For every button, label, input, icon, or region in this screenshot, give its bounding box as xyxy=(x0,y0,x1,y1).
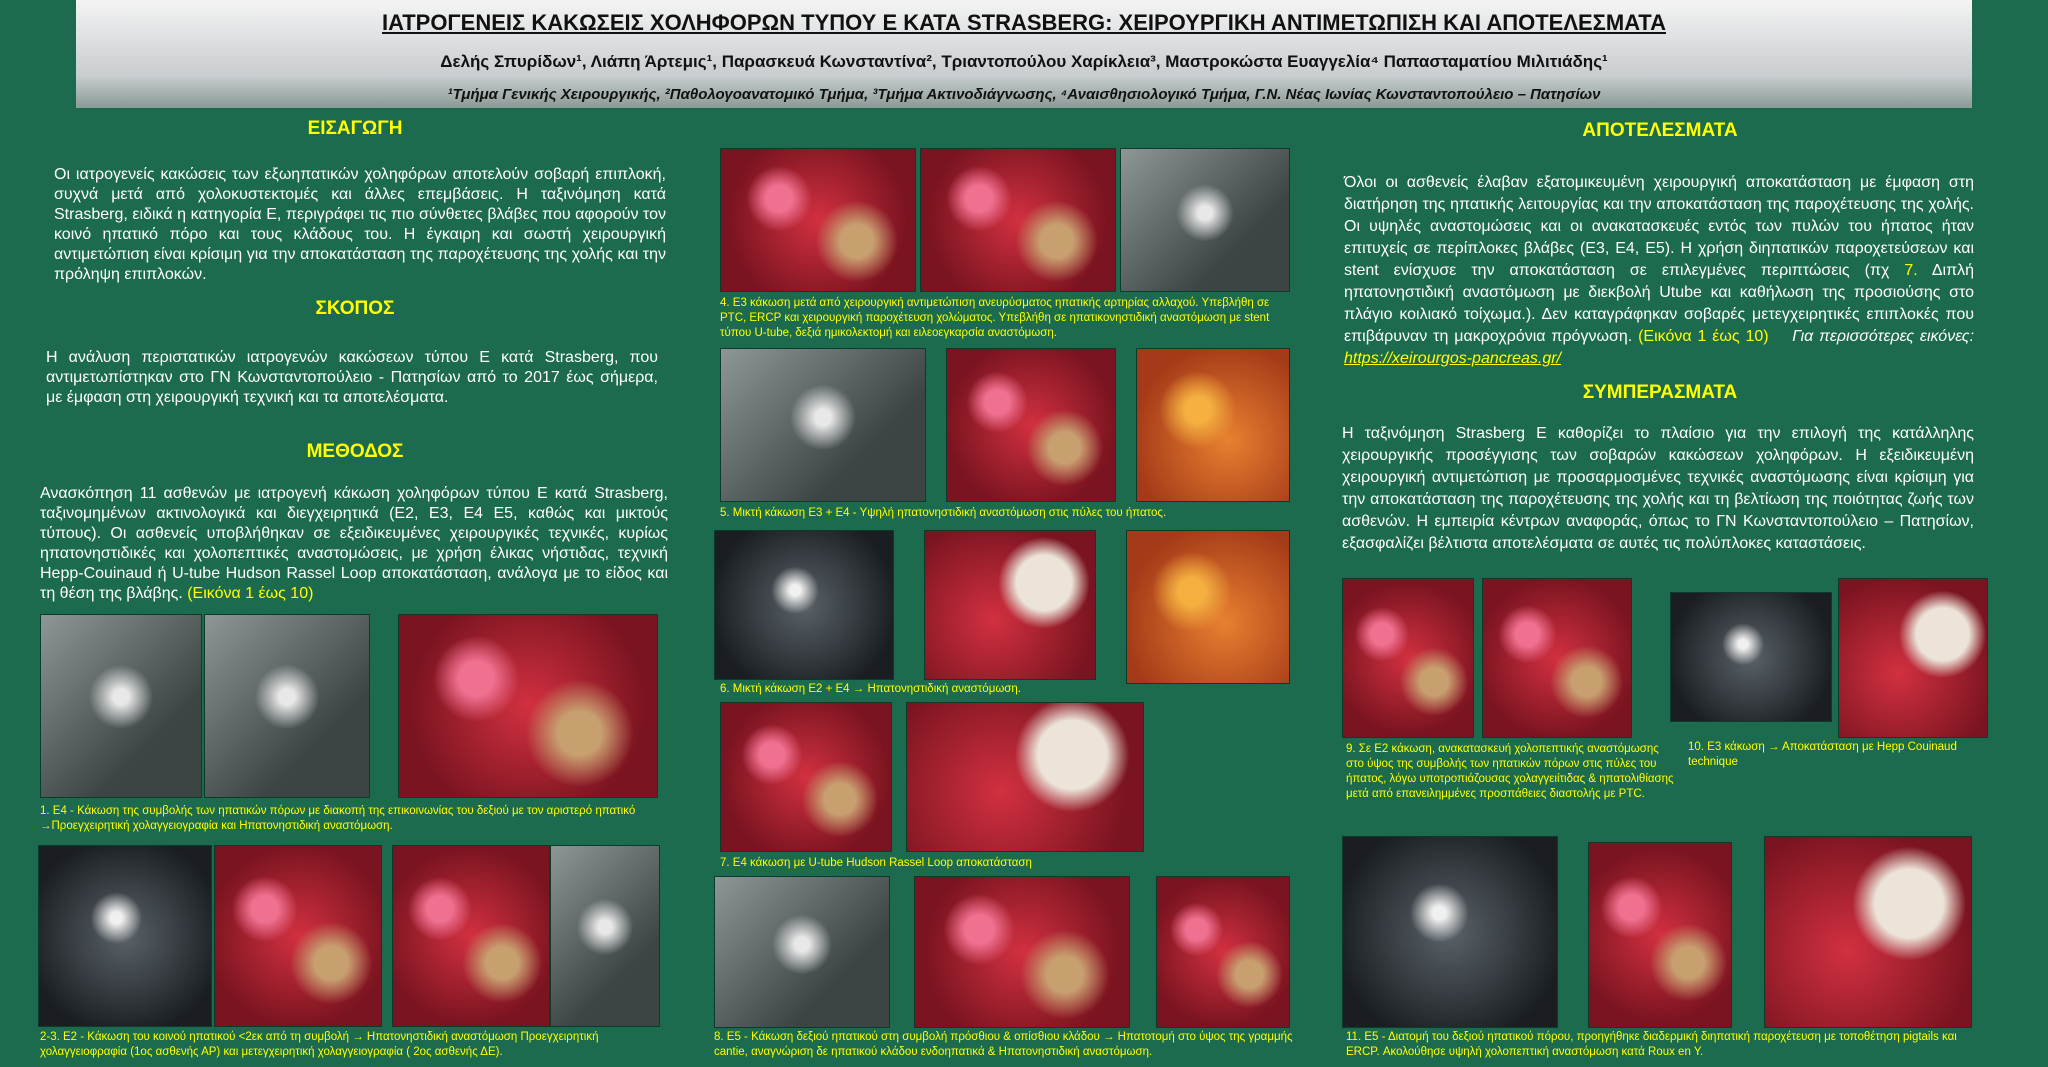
results-more-link[interactable]: https://xeirourgos-pancreas.gr/ xyxy=(1344,350,1561,367)
caption-figure-8: 8. Ε5 - Κάκωση δεξιού ηπατικού στη συμβολή πρόσθιου & οπίσθιου κλάδου → Ηπατοτομή στο ύψος της γραμμής cantie, αναγνώριση δε ηπατικού κλάδου ενδοηπατικά & Ηπατονηστιδική αναστόμωση. xyxy=(714,1031,1293,1058)
figure-2-cholangiogram xyxy=(38,845,212,1027)
figure-11-photo-a xyxy=(1588,842,1732,1028)
methods-body: Ανασκόπηση 11 ασθενών με ιατρογενή κάκωση χοληφόρων τύπου Ε κατά Strasberg, ταξινομημένων ακτινολογικά και διεγχειρητικά (Ε2, Ε3, Ε4 Ε5, καθώς και μικτούς τύπους). Οι ασθενείς υποβλήθηκαν σε εξειδικευμένες χειρουργικές τεχνικές, κυρίως ηπατονηστιδικές και χολοπεπτικές αναστομώσεις, με χρήση έλικας νήστιδας, τεχνική Hepp-Couinaud ή U-tube Hudson Rassel Loop αποκατάσταση, ανάλογα με το είδος και τη θέση της βλάβης. xyxy=(40,485,668,602)
caption-figure-1: 1. Ε4 - Κάκωση της συμβολής των ηπατικών πόρων με διακοπή της επικοινωνίας του δεξιού με τον αριστερό ηπατικό →Προεγχειρητική χολαγγειογραφία και Ηπατονηστιδική αναστόμωση. xyxy=(40,805,636,832)
figure-8-photo-a xyxy=(914,876,1130,1028)
caption-figure-10: 10. Ε3 κάκωση → Αποκατάσταση με Hepp Couinaud technique xyxy=(1688,741,1957,768)
figure-5-photo-a xyxy=(946,348,1116,502)
methods-text xyxy=(40,484,668,604)
figure-11-photo-b xyxy=(1764,836,1972,1028)
poster-title: ΙΑΤΡΟΓΕΝΕΙΣ ΚΑΚΩΣΕΙΣ ΧΟΛΗΦΟΡΩΝ ΤΥΠΟΥ Ε ΚΑΤΑ STRASBERG: ΧΕΙΡΟΥΡΓΙΚΗ ΑΝΤΙΜΕΤΩΠΙΣΗ ΚΑΙ ΑΠΟΤΕΛΕΣΜΑΤΑ xyxy=(382,10,1666,35)
authors-line: Δελής Σπυρίδων¹, Λιάπη Άρτεμις¹, Παρασκευά Κωνσταντίνα², Τριαντοπούλου Χαρίκλεια³, Μαστροκώστα Ευαγγελία⁴ Παπασταματίου Μιλιτιάδης¹ xyxy=(440,52,1608,71)
figure-3-cholangiogram xyxy=(550,845,660,1027)
results-more-label: Για περισσότερες εικόνες: xyxy=(1792,328,1975,345)
intro-heading: ΕΙΣΑΓΩΓΗ xyxy=(307,118,403,139)
figure-8-photo-b xyxy=(1156,876,1290,1028)
caption-figure-2-3: 2-3. Ε2 - Κάκωση του κοινού ηπατικού <2εκ από τη συμβολή → Ηπατονηστιδική αναστόμωση Προεγχειρητική χολαγγειοφραφία (1ος ασθενής ΑΡ) και μετεγχειρητική χολαγγειογραφία ( 2ος ασθενής ΔΕ). xyxy=(40,1031,599,1058)
caption-figure-11: 11. Ε5 - Διατομή του δεξιού ηπατικού πόρου, προηγήθηκε διαδερμική διηπατική παροχέτευση με τοποθέτηση pigtails και ERCP. Ακολούθησε υψηλή χολοπεπτική αναστόμωση κατά Roux en Y. xyxy=(1346,1031,1957,1058)
figure-4-photo-a xyxy=(720,148,916,292)
caption-figure-6: 6. Μικτή κάκωση Ε2 + Ε4 → Ηπατονηστιδική αναστόμωση. xyxy=(720,683,1021,695)
methods-figure-ref: (Εικόνα 1 έως 10) xyxy=(187,585,314,602)
figure-1-surgery-photo xyxy=(398,614,658,798)
affiliations-line: ¹Τμήμα Γενικής Χειρουργικής, ²Παθολογοανατομικό Τμήμα, ³Τμήμα Ακτινοδιάγνωσης, ⁴Αναισθησιολογικό Τμήμα, Γ.Ν. Νέας Ιωνίας Κωνσταντοπούλειο – Πατησίων xyxy=(447,86,1601,103)
figure-2-surgery-photo xyxy=(214,845,382,1027)
intro-text: Οι ιατρογενείς κακώσεις των εξωηπατικών χοληφόρων αποτελούν σοβαρή επιπλοκή, συχνά μετά από χολοκυστεκτομές και άλλες επεμβάσεις. Η ταξινόμηση κατά Strasberg, ειδικά η κατηγορία Ε, περιγράφει τις πιο σύνθετες βλάβες που αφορούν τον κοινό ηπατικό πόρο και τους κλάδους του. Η έγκαιρη και σωστή χειρουργική αντιμετώπιση είναι κρίσιμη για την αποκατάσταση της παροχέτευσης της χολής και την πρόληψη επιπλοκών. xyxy=(54,166,666,283)
conclusions-text: Η ταξινόμηση Strasberg E καθορίζει το πλαίσιο για την επιλογή της κατάλληλης χειρουργικής προσέγγισης των σοβαρών κακώσεων χοληφόρων. Η εξειδικευμένη χειρουργική αντιμετώπιση με προσαρμοσμένες τεχνικές αναστόμωσης είναι κρίσιμη για την αποκατάσταση της παροχέτευσης της χολής και τη βελτίωση της ποιότητας ζωής των ασθενών. Η εμπειρία κέντρων αναφοράς, όπως το ΓΝ Κωνσταντοπούλειο – Πατησίων, εξασφαλίζει βέλτιστα αποτελέσματα σε αυτές τις πολύπλοκες καταστάσεις. xyxy=(1342,425,1974,552)
figure-7-photo-b xyxy=(906,702,1144,852)
figure-10-cholangiogram xyxy=(1670,592,1832,722)
figure-6-photo-a xyxy=(924,530,1096,680)
results-text xyxy=(1344,172,1974,370)
caption-figure-9: 9. Σε Ε2 κάκωση, ανακατασκευή χολοπεπτικής αναστόμωσης στο ύψος της συμβολής των ηπατικών πόρων στις πύλες του ήπατος, λόγω υποτροπιάζουσας χολαγγειίτιδας & ηπατολιθίασης μετά από επανειλημμένες προσπάθειες διαστολής με PTC. xyxy=(1346,743,1674,800)
results-ref-number: 7. xyxy=(1904,262,1918,279)
figure-9-photo-a xyxy=(1342,578,1474,738)
caption-figure-5: 5. Μικτή κάκωση Ε3 + Ε4 - Υψηλή ηπατονηστιδική αναστόμωση στις πύλες του ήπατος. xyxy=(720,507,1167,519)
figure-5-cholangiogram xyxy=(720,348,926,502)
figure-8-cholangiogram xyxy=(714,876,890,1028)
caption-figure-4: 4. Ε3 κάκωση μετά από χειρουργική αντιμετώπιση ανευρύσματος ηπατικής αρτηρίας αλλαχού. Υπεβλήθη σε PTC, ERCP και χειρουργική παροχέτευση χολώματος. Υπεβλήθη σε ηπατικονηστιδική αναστόμωση με stent τύπου U-tube, δεξιά ημικολεκτομή και ειλεοεγκαρσία αναστόμωση. xyxy=(720,297,1270,339)
figure-9-photo-b xyxy=(1482,578,1632,738)
figure-6-photo-b xyxy=(1126,530,1290,684)
caption-figure-7: 7. Ε4 κάκωση με U-tube Hudson Rassel Loop αποκατάσταση xyxy=(720,857,1032,869)
aim-text: Η ανάλυση περιστατικών ιατρογενών κακώσεων τύπου Ε κατά Strasberg, που αντιμετωπίστηκαν στο ΓΝ Κωνσταντοπούλειο - Πατησίων από το 2017 έως σήμερα, με έμφαση στη χειρουργική τεχνική και τα αποτελέσματα. xyxy=(46,349,658,406)
figure-5-photo-b xyxy=(1136,348,1290,502)
results-body-2: Διπλή ηπατονηστιδική αναστόμωση με διεκβολή Utube και καθήλωση της προσιούσης στο πλάγιο κοιλιακό τοίχωμα.). Δεν καταγράφηκαν σοβαρές μετεγχειρητικές επιπλοκές που επιβάρυναν τη μακροχρόνια πρόγνωση. xyxy=(1344,262,1975,345)
results-heading: ΑΠΟΤΕΛΕΣΜΑΤΑ xyxy=(1582,120,1738,141)
results-body-1: Όλοι οι ασθενείς έλαβαν εξατομικευμένη χειρουργική αποκατάσταση με έμφαση στη διατήρηση της ηπατικής λειτουργίας και την αποκατάσταση της παροχέτευσης της χολής. Οι υψηλές αναστομώσεις και οι ανακατασκευές εντός των πυλών του ήπατος ήταν επιτυχείς σε περίπλοκες βλάβες (Ε3, Ε4, Ε5). Η χρήση διηπατικών παροχετεύσεων και stent ενίσχυσε την αποκατάσταση σε επιλεγμένες περιπτώσεις (πχ xyxy=(1344,174,1974,279)
figure-10-photo xyxy=(1838,578,1988,738)
figure-3-surgery-photo xyxy=(392,845,550,1027)
figure-6-cholangiogram xyxy=(714,530,894,680)
aim-heading: ΣΚΟΠΟΣ xyxy=(315,298,395,319)
figure-7-photo-a xyxy=(720,702,892,852)
methods-heading: ΜΕΘΟΔΟΣ xyxy=(306,441,404,462)
figure-4-cholangiogram xyxy=(1120,148,1290,292)
conclusions-heading: ΣΥΜΠΕΡΑΣΜΑΤΑ xyxy=(1582,382,1738,403)
figure-1-cholangiogram-b xyxy=(204,614,370,798)
results-figure-ref: (Εικόνα 1 έως 10) xyxy=(1638,328,1769,345)
figure-11-cholangiogram xyxy=(1342,836,1558,1028)
figure-4-photo-b xyxy=(920,148,1116,292)
figure-1-cholangiogram-a xyxy=(40,614,202,798)
